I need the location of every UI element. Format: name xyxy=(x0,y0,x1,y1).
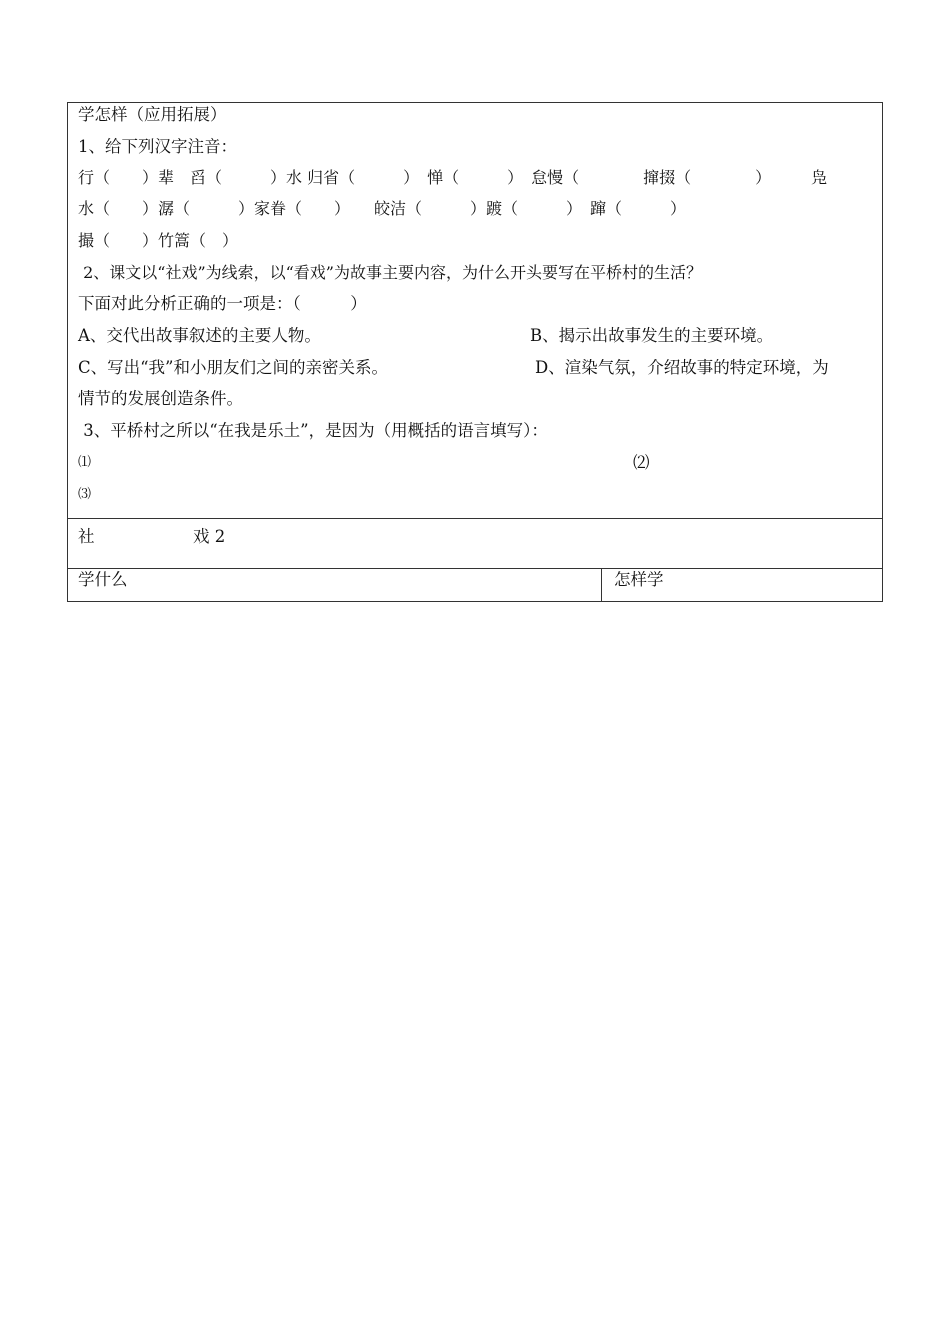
q2-option-a: A、交代出故事叙述的主要人物。 xyxy=(78,326,321,345)
q2-option-d: D、渲染气氛，介绍故事的特定环境，为 xyxy=(535,358,829,377)
q3-item-3: ⑶ xyxy=(78,487,92,502)
q2-line-1: 2、课文以“社戏”为线索，以“看戏”为故事主要内容，为什么开头要写在平桥村的生活？ xyxy=(78,263,702,282)
column-divider xyxy=(601,568,602,602)
divider-line xyxy=(68,568,882,569)
q2-option-b: B、揭示出故事发生的主要环境。 xyxy=(530,326,774,345)
lesson-title-part-1: 社 xyxy=(78,527,95,546)
worksheet-table xyxy=(67,102,883,602)
q3-item-2: ⑵ xyxy=(633,453,650,472)
q2-option-c: C、写出“我”和小朋友们之间的亲密关系。 xyxy=(78,358,388,377)
section-title: 学怎样（应用拓展） xyxy=(78,105,227,124)
divider-line xyxy=(68,518,882,519)
q3-prompt: 3、平桥村之所以“在我是乐土”，是因为（用概括的语言填写）： xyxy=(78,421,548,440)
q3-item-1: ⑴ xyxy=(78,455,92,470)
q1-row-1: 行（ ）辈 舀（ ）水 归省（ ） 惮（ ） 怠慢（ 撺掇（ ） 凫 xyxy=(78,168,828,187)
q1-row-3: 撮（ ）竹篙（ ） xyxy=(78,231,239,250)
column-what-to-learn: 学什么 xyxy=(78,570,128,589)
column-how-to-learn: 怎样学 xyxy=(614,570,664,589)
q1-prompt: 1、给下列汉字注音： xyxy=(78,137,237,156)
q2-option-d-cont: 情节的发展创造条件。 xyxy=(78,389,243,408)
q1-row-2: 水（ ）潺（ ）家眷（ ） 皎洁（ ）踱（ ） 蹿（ ） xyxy=(78,199,687,218)
q2-line-2: 下面对此分析正确的一项是：（ ） xyxy=(78,294,367,313)
lesson-title-part-2: 戏 2 xyxy=(193,527,226,546)
